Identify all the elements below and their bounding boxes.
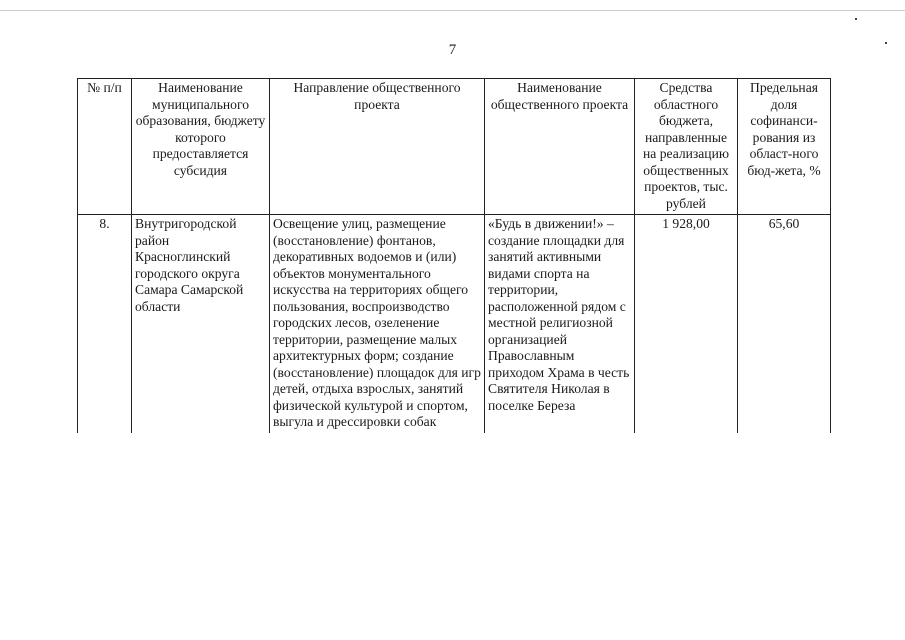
scan-speck <box>855 18 857 20</box>
scan-top-edge <box>0 10 905 11</box>
row-municipality: Внутригородской район Красноглинский городского округа Самара Самарской области <box>132 215 270 433</box>
table-row <box>78 215 831 433</box>
row-share: 65,60 <box>738 215 831 433</box>
header-row <box>78 79 831 215</box>
header-share: Предельная доля софинанси-рования из област-ного бюд-жета, % <box>738 79 831 215</box>
row-project: «Будь в движении!» – создание площадки для занятий активными видами спорта на территории, расположенной рядом с местной религиозной организацией Православным приходом Храма в честь Святителя Николая в поселке Береза <box>485 215 635 433</box>
table-header <box>78 79 831 215</box>
header-project: Наименование общественного проекта <box>485 79 635 215</box>
header-direction: Направление общественного проекта <box>270 79 485 215</box>
subsidy-table <box>77 78 831 433</box>
row-number: 8. <box>78 215 132 433</box>
row-direction: Освещение улиц, размещение (восстановление) фонтанов, декоративных водоемов и (или) объектов монументального искусства на территориях общего пользования, воспроизводство городских лесов, озеленение территории, размещение малых архитектурных форм; создание (восстановление) площадок для игр детей, отдыха взрослых, занятий физической культурой и спортом, выгула и дрессировки собак <box>270 215 485 433</box>
header-municipality: Наименование муниципального образования, бюджету которого предоставляется субсидия <box>132 79 270 215</box>
page-number: 7 <box>448 42 457 58</box>
header-funds: Средства областного бюджета, направленные на реализацию общественных проектов, тыс. рублей <box>635 79 738 215</box>
header-number: № п/п <box>78 79 132 215</box>
row-funds: 1 928,00 <box>635 215 738 433</box>
